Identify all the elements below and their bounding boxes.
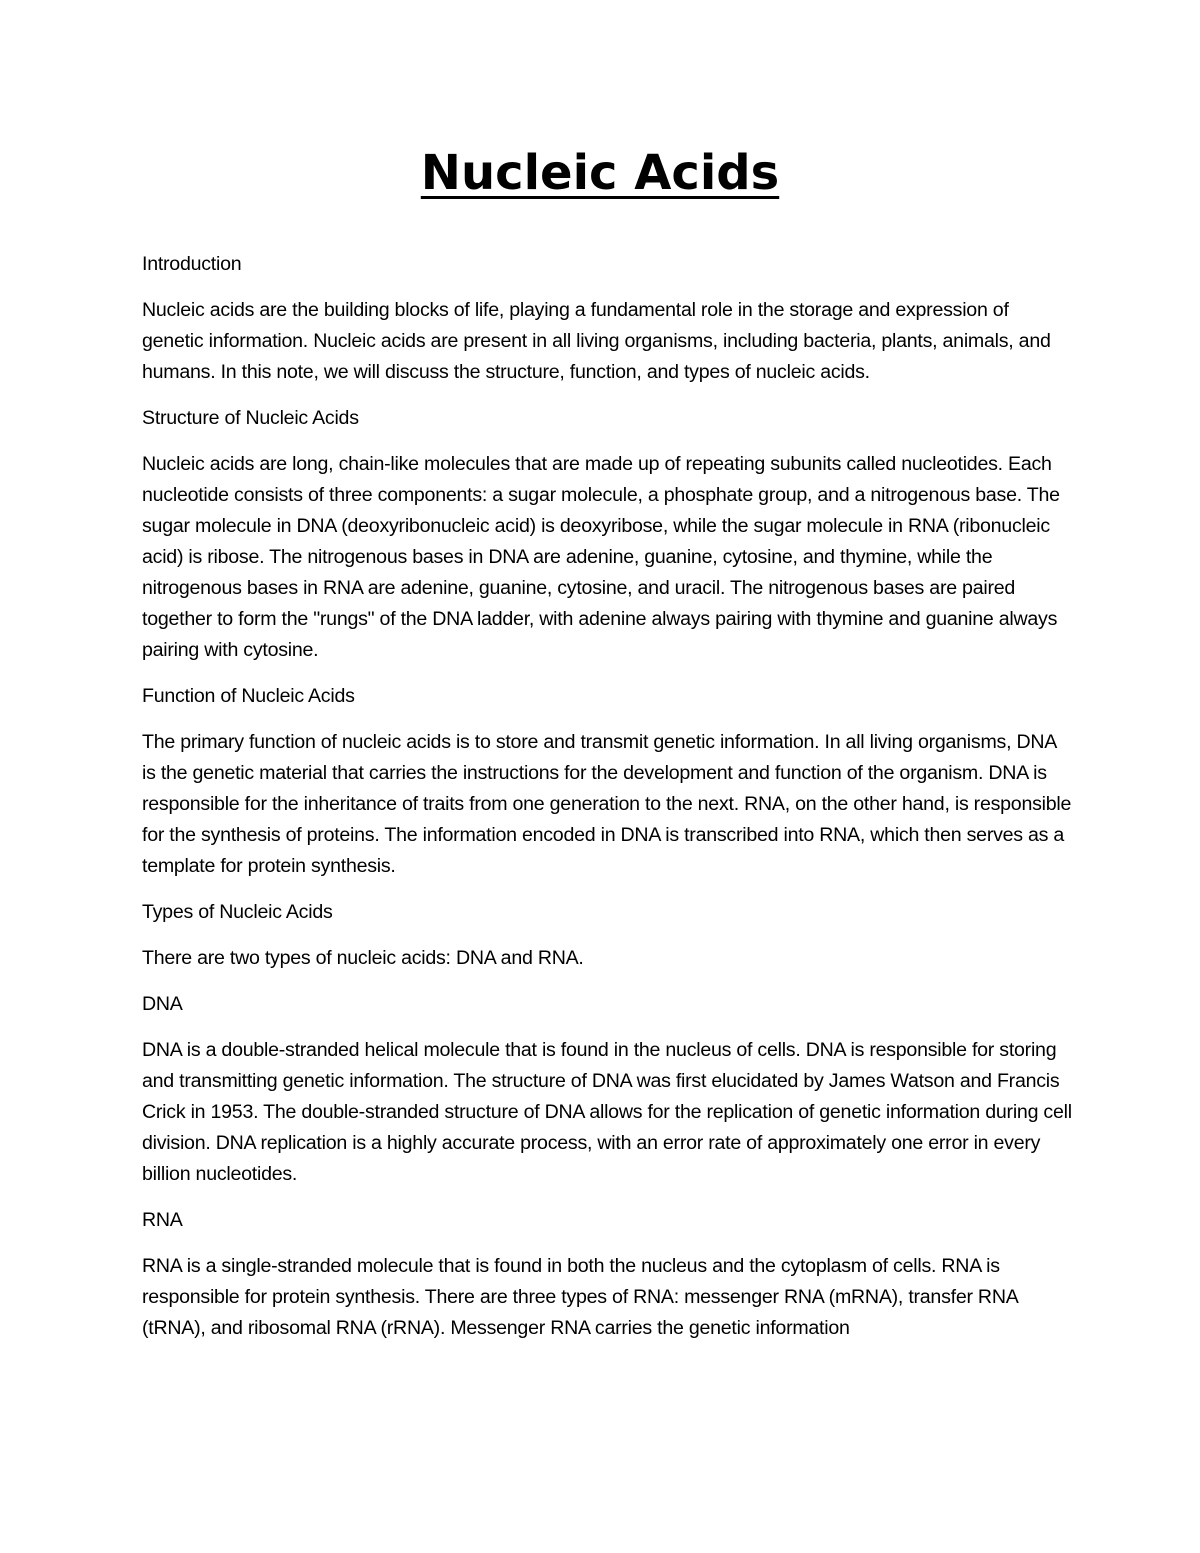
heading-function: Function of Nucleic Acids (142, 685, 355, 707)
paragraph-structure: Nucleic acids are long, chain-like molecules that are made up of repeating subunits called nucleotides. Each nucleotide consists of three components: a sugar molecule, a phosphate group, and a nitrogenous base. The sugar molecule in DNA (deoxyribonucleic acid) is deoxyribose, while the sugar molecule in RNA (ribonucleic acid) is ribose. The nitrogenous bases in DNA are adenine, guanine, cytosine, and thymine, while the nitrogenous bases in RNA are adenine, guanine, cytosine, and uracil. The nitrogenous bases are paired together to form the "rungs" of the DNA ladder, with adenine always pairing with thymine and guanine always pairing with cytosine. (142, 453, 1060, 661)
heading-rna: RNA (142, 1209, 183, 1231)
paragraph-types: There are two types of nucleic acids: DNA and RNA. (142, 947, 584, 969)
paragraph-rna: RNA is a single-stranded molecule that is found in both the nucleus and the cytoplasm of cells. RNA is responsible for protein synthesis. There are three types of RNA: messenger RNA (mRNA), transfer RNA (tRNA), and ribosomal RNA (rRNA). Messenger RNA carries the genetic information (142, 1255, 1018, 1339)
document-title (0, 138, 1200, 208)
paragraph-dna: DNA is a double-stranded helical molecule that is found in the nucleus of cells. DNA is responsible for storing and transmitting genetic information. The structure of DNA was first elucidated by James Watson and Francis Crick in 1953. The double-stranded structure of DNA allows for the replication of genetic information during cell division. DNA replication is a highly accurate process, with an error rate of approximately one error in every billion nucleotides. (142, 1039, 1072, 1185)
heading-types: Types of Nucleic Acids (142, 901, 333, 923)
heading-dna: DNA (142, 993, 183, 1015)
document-body (142, 249, 1072, 1359)
heading-introduction: Introduction (142, 253, 242, 275)
document-title-text: Nucleic Acids (420, 145, 780, 201)
paragraph-introduction: Nucleic acids are the building blocks of life, playing a fundamental role in the storage and expression of genetic information. Nucleic acids are present in all living organisms, including bacteria, plants, animals, and humans. In this note, we will discuss the structure, function, and types of nucleic acids. (142, 299, 1051, 383)
heading-structure: Structure of Nucleic Acids (142, 407, 359, 429)
paragraph-function: The primary function of nucleic acids is to store and transmit genetic information. In all living organisms, DNA is the genetic material that carries the instructions for the development and function of the organism. DNA is responsible for the inheritance of traits from one generation to the next. RNA, on the other hand, is responsible for the synthesis of proteins. The information encoded in DNA is transcribed into RNA, which then serves as a template for protein synthesis. (142, 731, 1072, 877)
